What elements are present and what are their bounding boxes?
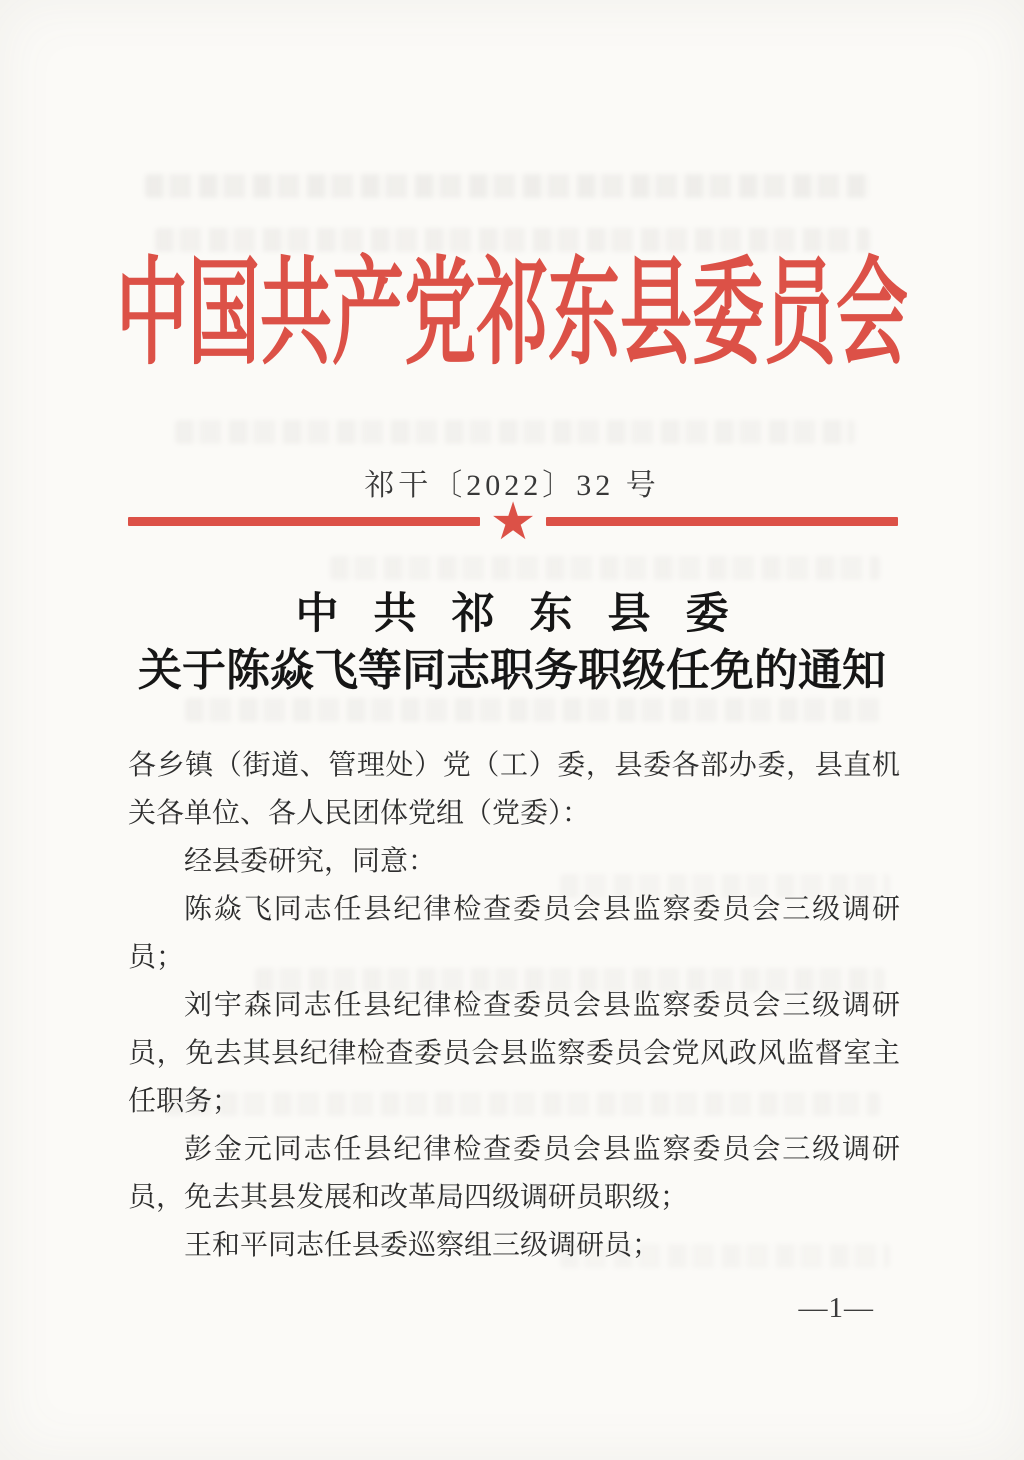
document-title-line2: 关于陈焱飞等同志职务职级任免的通知 — [138, 646, 886, 696]
bleedthrough-ghost — [175, 420, 855, 444]
red-divider — [128, 494, 898, 551]
body-paragraph: 王和平同志任县委巡察组三级调研员； — [184, 1230, 661, 1261]
divider-line-left — [128, 517, 480, 526]
bleedthrough-ghost — [185, 698, 880, 722]
salutation-line: 各乡镇（街道、管理处）党（工）委，县委各部办委，县直机关各单位、各人民团体党组（党委）： — [128, 750, 900, 829]
document-title — [0, 590, 1024, 697]
bleedthrough-ghost — [145, 174, 870, 198]
body-paragraph: 陈焱飞同志任县纪律检查委员会县监察委员会三级调研员； — [128, 894, 900, 973]
body-paragraph: 刘宇森同志任县纪律检查委员会县监察委员会三级调研员，免去其县纪律检查委员会县监察委员会党风政风监督室主任职务； — [128, 990, 900, 1117]
reference-number: 祁干〔2022〕32 号 — [364, 469, 660, 502]
page-number: —1— — [798, 1292, 874, 1324]
divider-line-right — [546, 517, 898, 526]
document-body — [128, 742, 900, 1270]
star-icon: ★ — [489, 494, 537, 551]
masthead-title: 中国共产党祁东县委员会 — [115, 249, 908, 380]
document-title-line1: 中共祁东县委 — [295, 591, 764, 638]
body-paragraph: 彭金元同志任县纪律检查委员会县监察委员会三级调研员，免去其县发展和改革局四级调研员职级； — [128, 1134, 900, 1213]
bleedthrough-ghost — [330, 556, 880, 580]
bleedthrough-ghost — [155, 228, 870, 252]
body-paragraph: 经县委研究，同意： — [184, 846, 437, 877]
